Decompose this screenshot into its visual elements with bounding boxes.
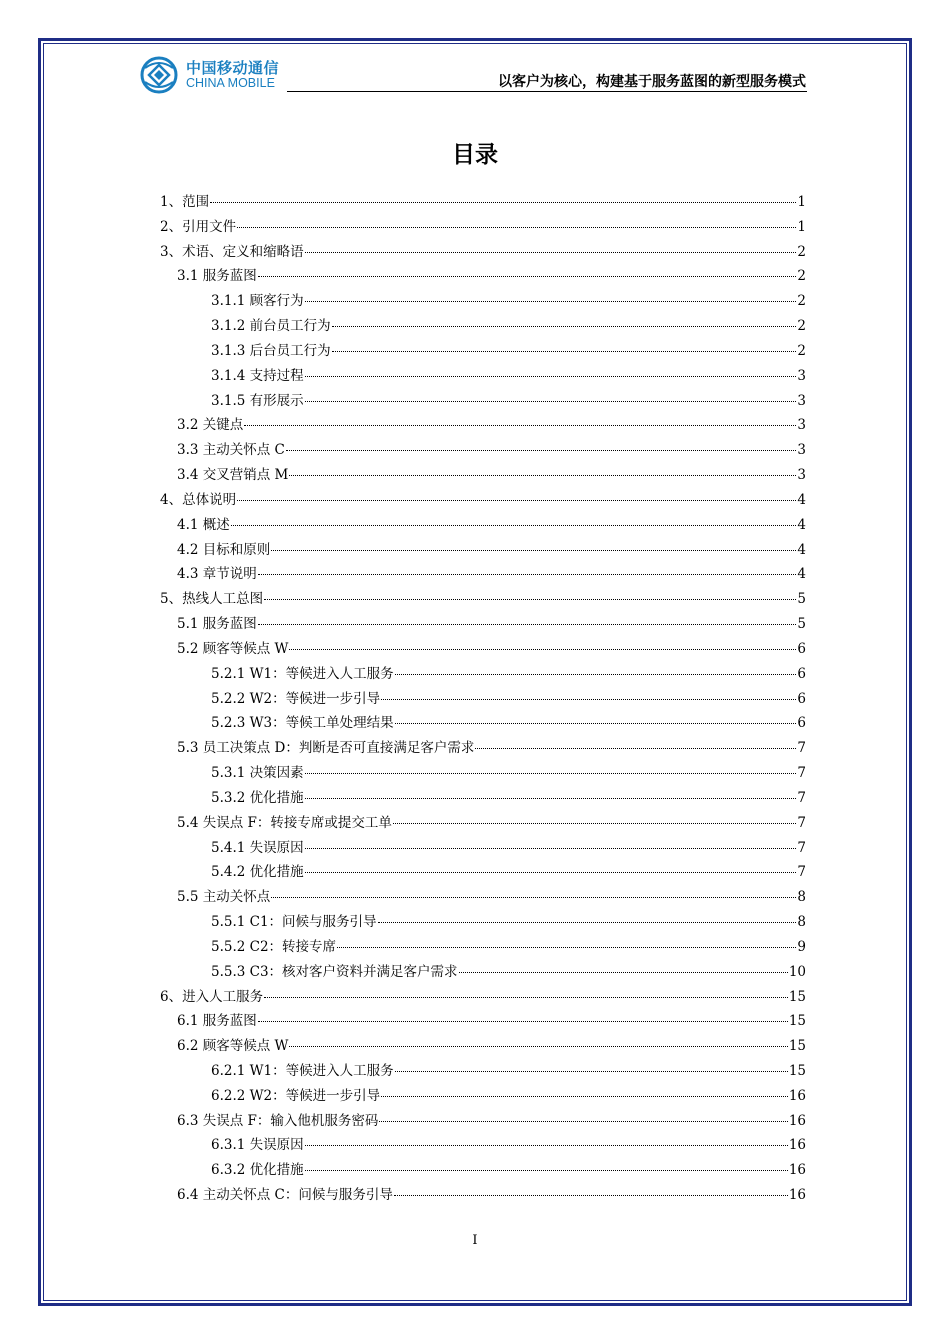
toc-entry-page: 16 [788, 1162, 806, 1179]
toc-entry-label: 5.5.1 C1：问候与服务引导 [211, 914, 377, 931]
toc-entry-page: 15 [788, 1062, 806, 1079]
toc-dot-leader [271, 549, 796, 551]
toc-entry-label: 5.3.2 优化措施 [211, 789, 304, 806]
toc-entry-page: 2 [797, 342, 806, 359]
toc-dot-leader [393, 822, 796, 824]
toc-entry[interactable] [160, 736, 806, 761]
toc-dot-leader [210, 201, 796, 203]
toc-entry-page: 1 [797, 218, 806, 235]
toc-entry-page: 16 [788, 1187, 806, 1204]
toc-entry-page: 2 [797, 243, 806, 260]
toc-entry-page: 9 [797, 938, 806, 955]
toc-entry[interactable] [160, 1034, 806, 1059]
toc-entry-label: 3.3 主动关怀点 C [177, 442, 285, 459]
toc-entry-page: 6 [797, 640, 806, 657]
toc-entry-page: 7 [797, 814, 806, 831]
toc-dot-leader [264, 996, 788, 998]
toc-entry[interactable] [160, 1009, 806, 1034]
toc-dot-leader [378, 921, 797, 923]
toc-dot-leader [305, 772, 797, 774]
toc-dot-leader [332, 350, 797, 352]
toc-entry-label: 6.2.1 W1：等候进入人工服务 [211, 1062, 394, 1079]
toc-entry-label: 3.1.5 有形展示 [211, 392, 304, 409]
toc-entry-page: 5 [797, 616, 806, 633]
toc-entry-label: 6.2 顾客等候点 W [177, 1038, 289, 1055]
toc-dot-leader [395, 722, 797, 724]
header-rule [287, 91, 807, 92]
toc-entry-label: 3.1 服务蓝图 [177, 268, 257, 285]
toc-entry-page: 7 [797, 789, 806, 806]
toc-dot-leader [395, 1070, 788, 1072]
toc-dot-leader [337, 946, 796, 948]
toc-entry-label: 2、引用文件 [160, 218, 237, 235]
toc-dot-leader [394, 1194, 788, 1196]
toc-entry[interactable] [160, 264, 806, 289]
toc-entry[interactable] [160, 1084, 806, 1109]
toc-entry-page: 4 [797, 566, 806, 583]
toc-entry[interactable] [160, 289, 806, 314]
china-mobile-logo [140, 56, 290, 94]
toc-entry[interactable] [160, 364, 806, 389]
toc-entry-page: 6 [797, 665, 806, 682]
logo-chinese-text: 中国移动通信 [186, 59, 280, 77]
toc-dot-leader [305, 797, 797, 799]
toc-dot-leader [305, 871, 797, 873]
toc-dot-leader [271, 896, 796, 898]
toc-entry[interactable] [160, 314, 806, 339]
toc-dot-leader [475, 747, 796, 749]
toc-entry-page: 3 [797, 442, 806, 459]
toc-entry-label: 6.3.1 失误原因 [211, 1137, 304, 1154]
toc-entry-label: 4.3 章节说明 [177, 566, 257, 583]
toc-entry-page: 4 [797, 541, 806, 558]
toc-entry-label: 6.2.2 W2：等候进一步引导 [211, 1087, 381, 1104]
toc-entry-page: 15 [788, 1013, 806, 1030]
toc-entry-page: 6 [797, 715, 806, 732]
toc-dot-leader [258, 623, 797, 625]
toc-entry[interactable] [160, 413, 806, 438]
toc-entry-label: 1、范围 [160, 194, 210, 210]
toc-entry[interactable] [160, 190, 806, 215]
page-title: 目录 [452, 142, 498, 168]
toc-entry[interactable] [160, 215, 806, 240]
toc-dot-leader [237, 226, 796, 228]
toc-entry-label: 5.3.1 决策因素 [211, 765, 304, 782]
toc-entry[interactable] [160, 612, 806, 637]
toc-entry-page: 3 [797, 392, 806, 409]
toc-entry-label: 5.4.1 失误原因 [211, 839, 304, 856]
toc-dot-leader [381, 1095, 788, 1097]
toc-entry-label: 3.1.2 前台员工行为 [211, 318, 331, 335]
toc-dot-leader [289, 648, 796, 650]
toc-entry-page: 3 [797, 417, 806, 434]
toc-entry-page: 4 [797, 516, 806, 533]
toc-dot-leader [305, 847, 797, 849]
toc-entry[interactable] [160, 761, 806, 786]
toc-entry-label: 4.1 概述 [177, 516, 230, 533]
toc-entry[interactable] [160, 637, 806, 662]
toc-dot-leader [305, 375, 797, 377]
toc-entry[interactable] [160, 811, 806, 836]
toc-entry[interactable] [160, 910, 806, 935]
table-of-contents [160, 190, 806, 1208]
toc-entry-page: 16 [788, 1137, 806, 1154]
toc-dot-leader [289, 474, 796, 476]
toc-entry-label: 5.2.2 W2：等候进一步引导 [211, 690, 381, 707]
toc-entry-label: 5、热线人工总图 [160, 591, 264, 608]
toc-entry-label: 5.4 失误点 F：转接专席或提交工单 [177, 814, 392, 831]
toc-dot-leader [258, 275, 797, 277]
toc-entry[interactable] [160, 711, 806, 736]
toc-entry[interactable] [160, 240, 806, 265]
toc-entry-label: 3.1.3 后台员工行为 [211, 342, 331, 359]
toc-entry-label: 5.3 员工决策点 D：判断是否可直接满足客户需求 [177, 740, 475, 757]
toc-entry[interactable] [160, 562, 806, 587]
toc-entry[interactable] [160, 935, 806, 960]
toc-entry-page: 3 [797, 367, 806, 384]
toc-dot-leader [258, 573, 797, 575]
toc-dot-leader [244, 424, 796, 426]
toc-entry[interactable] [160, 985, 806, 1010]
toc-entry-page: 16 [788, 1087, 806, 1104]
toc-dot-leader [305, 400, 797, 402]
toc-dot-leader [289, 1045, 787, 1047]
page-number: I [472, 1233, 478, 1248]
toc-entry-page: 1 [797, 194, 806, 210]
toc-entry-page: 16 [788, 1112, 806, 1129]
logo-english-text: CHINA MOBILE [186, 76, 275, 90]
toc-entry-page: 2 [797, 293, 806, 310]
toc-entry[interactable] [160, 587, 806, 612]
toc-entry-page: 4 [797, 491, 806, 508]
toc-entry-page: 10 [788, 963, 806, 980]
toc-dot-leader [332, 325, 797, 327]
toc-entry-label: 3、术语、定义和缩略语 [160, 243, 304, 260]
toc-entry[interactable] [160, 389, 806, 414]
toc-entry-label: 6.4 主动关怀点 C：问候与服务引导 [177, 1187, 393, 1204]
toc-entry-label: 6、进入人工服务 [160, 988, 264, 1005]
toc-entry-label: 6.3.2 优化措施 [211, 1162, 304, 1179]
toc-dot-leader [305, 300, 797, 302]
toc-entry-page: 3 [797, 467, 806, 484]
toc-entry[interactable] [160, 1133, 806, 1158]
toc-dot-leader [379, 1120, 787, 1122]
china-mobile-logo-icon [140, 56, 180, 94]
toc-entry[interactable] [160, 513, 806, 538]
toc-entry-page: 15 [788, 1038, 806, 1055]
toc-entry[interactable] [160, 1059, 806, 1084]
toc-entry-page: 15 [788, 988, 806, 1005]
toc-entry-label: 3.1.1 顾客行为 [211, 293, 304, 310]
toc-entry-page: 7 [797, 864, 806, 881]
toc-entry-page: 6 [797, 690, 806, 707]
toc-entry[interactable] [160, 885, 806, 910]
toc-entry-page: 2 [797, 268, 806, 285]
toc-entry-page: 2 [797, 318, 806, 335]
toc-entry-label: 5.1 服务蓝图 [177, 616, 257, 633]
toc-entry-label: 5.2.1 W1：等候进入人工服务 [211, 665, 394, 682]
toc-entry-page: 7 [797, 765, 806, 782]
toc-dot-leader [237, 499, 796, 501]
toc-entry-page: 8 [797, 914, 806, 931]
toc-entry-label: 3.2 关键点 [177, 417, 244, 434]
toc-entry[interactable] [160, 438, 806, 463]
toc-entry-page: 5 [797, 591, 806, 608]
toc-dot-leader [305, 251, 797, 253]
toc-dot-leader [286, 449, 797, 451]
toc-dot-leader [231, 524, 797, 526]
toc-entry-label: 6.1 服务蓝图 [177, 1013, 257, 1030]
toc-entry[interactable] [160, 960, 806, 985]
toc-entry-label: 4.2 目标和原则 [177, 541, 271, 558]
toc-entry-page: 7 [797, 740, 806, 757]
toc-entry[interactable] [160, 687, 806, 712]
toc-entry-label: 5.5.3 C3：核对客户资料并满足客户需求 [211, 963, 458, 980]
toc-entry[interactable] [160, 1109, 806, 1134]
toc-entry-label: 3.4 交叉营销点 M [177, 467, 289, 484]
toc-entry[interactable] [160, 463, 806, 488]
toc-entry[interactable] [160, 1183, 806, 1208]
toc-entry-label: 5.4.2 优化措施 [211, 864, 304, 881]
toc-dot-leader [395, 673, 797, 675]
toc-entry[interactable] [160, 786, 806, 811]
toc-entry-label: 5.2.3 W3：等候工单处理结果 [211, 715, 394, 732]
toc-entry-label: 5.5.2 C2：转接专席 [211, 938, 337, 955]
toc-entry-label: 6.3 失误点 F：输入他机服务密码 [177, 1112, 379, 1129]
toc-entry-label: 5.2 顾客等候点 W [177, 640, 289, 657]
toc-entry[interactable] [160, 1158, 806, 1183]
toc-dot-leader [258, 1020, 788, 1022]
toc-dot-leader [305, 1169, 788, 1171]
toc-dot-leader [305, 1144, 788, 1146]
toc-entry-label: 5.5 主动关怀点 [177, 889, 271, 906]
toc-entry-label: 3.1.4 支持过程 [211, 367, 304, 384]
toc-entry-page: 7 [797, 839, 806, 856]
toc-entry[interactable] [160, 339, 806, 364]
toc-dot-leader [459, 971, 788, 973]
toc-entry-label: 4、总体说明 [160, 491, 237, 508]
header-slogan: 以客户为核心，构建基于服务蓝图的新型服务模式 [498, 74, 806, 90]
toc-entry-page: 8 [797, 889, 806, 906]
toc-entry[interactable] [160, 662, 806, 687]
toc-entry[interactable] [160, 836, 806, 861]
toc-entry[interactable] [160, 538, 806, 563]
toc-dot-leader [381, 698, 796, 700]
toc-entry[interactable] [160, 860, 806, 885]
toc-entry[interactable] [160, 488, 806, 513]
toc-dot-leader [264, 598, 796, 600]
